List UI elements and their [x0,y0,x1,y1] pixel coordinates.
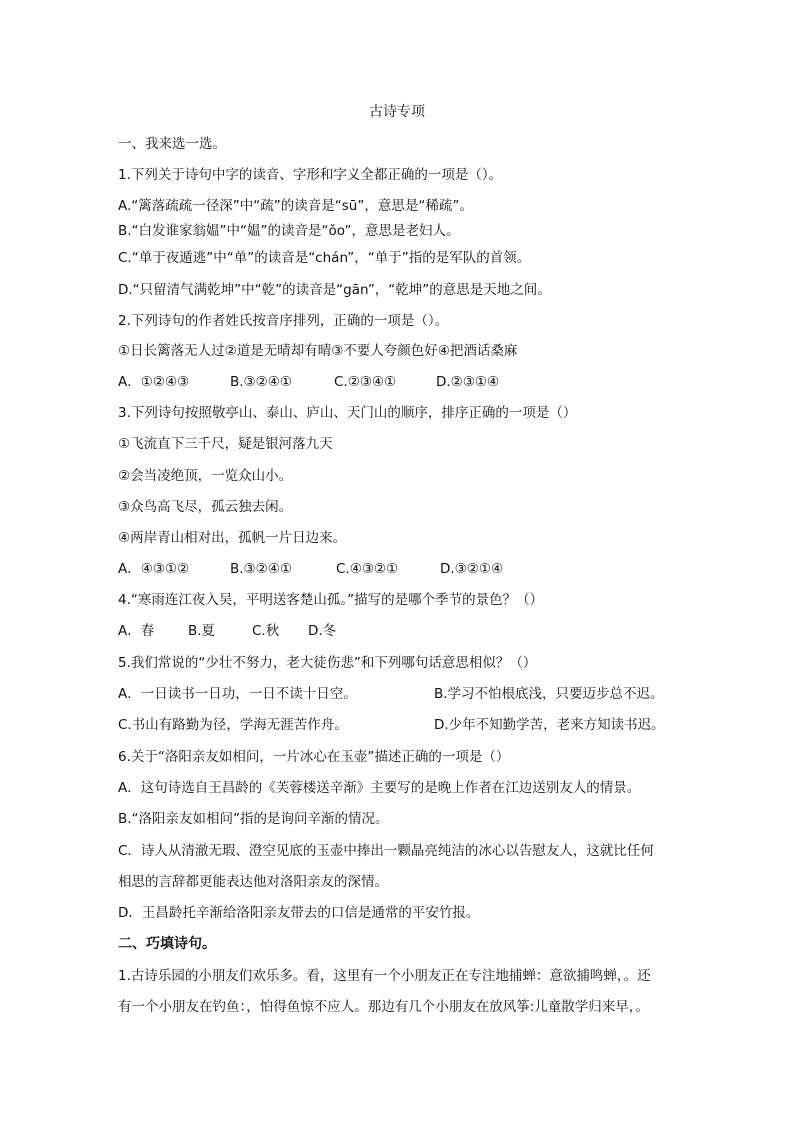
question-6-option-d: D．王昌龄托辛渐给洛阳亲友带去的口信是通常的平安竹报。 [118,905,480,921]
question-2-option-d: D.②③①④ [436,374,500,390]
question-6-option-c-line2: 相思的言辞都更能表达他对洛阳亲友的深情。 [118,874,388,890]
question-3-option-d: D.③②①④ [440,561,504,577]
section-heading-choice: 一、我来选一选。 [118,136,226,152]
question-4-option-d: D.冬 [308,623,337,639]
question-6-stem: 6.关于“洛阳亲友如相问，一片冰心在玉壶”描述正确的一项是（） [118,749,510,765]
question-1-option-c: C.“单于夜遁逃”中“单”的读音是“chán”，“单于”指的是军队的首领。 [118,250,531,266]
question-1-option-d: D.“只留清气满乾坤”中“乾”的读音是“gān”，“乾坤”的意思是天地之间。 [118,282,551,298]
question-3-option-a: A．④③①② [118,561,190,577]
fill-question-1-line2: 有一个小朋友在钓鱼：，怕得鱼惊不应人。那边有几个小朋友在放风筝:儿童散学归来早，。 [118,999,650,1015]
fill-question-1-line1: 1.古诗乐园的小朋友们欢乐多。看，这里有一个小朋友正在专注地捕蝉：意欲捕鸣蝉，。还 [118,968,651,984]
section-heading-fill: 二、巧填诗句。 [118,936,216,952]
question-3-option-c: C.④③②① [336,561,399,577]
question-3-item-4: ④两岸青山相对出，孤帆一片日边来。 [118,530,347,546]
question-3-option-b: B.③②④① [230,561,292,577]
question-1-option-a: A.“篱落疏疏一径深”中“疏”的读音是“sū”，意思是“稀疏”。 [118,198,473,214]
question-6-option-a: A．这句诗选自王昌龄的《芙蓉楼送辛渐》主要写的是晚上作者在江边送别友人的情景。 [118,780,641,796]
question-1-stem: 1.下列关于诗句中字的读音、字形和字义全都正确的一项是（）。 [118,167,503,183]
question-2-stem: 2.下列诗句的作者姓氏按音序排列，正确的一项是（）。 [118,313,449,329]
page-title: 古诗专项 [369,104,425,120]
question-4-option-a: A．春 [118,623,155,639]
question-5-stem: 5.我们常说的“少壮不努力，老大徒伤悲”和下列哪句话意思相似？（） [118,655,537,671]
question-4-option-b: B.夏 [188,623,216,639]
question-3-item-1: ①飞流直下三千尺，疑是银河落九天 [118,436,333,452]
question-4-option-c: C.秋 [252,623,280,639]
question-5-option-a: A．一日读书一日功，一日不读十日空。 [118,686,357,702]
question-1-option-b: B.“白发谁家翁媪”中“媪”的读音是“ǒo”，意思是老妇人。 [118,223,460,239]
question-2-option-c: C.②③④① [334,374,397,390]
question-3-item-2: ②会当凌绝顶，一览众山小。 [118,468,293,484]
question-5-option-d: D.少年不知勤学苦，老来方知读书迟。 [434,717,665,733]
question-3-item-3: ③众鸟高飞尽，孤云独去闲。 [118,499,293,515]
question-6-option-b: B.“洛阳亲友如相问”指的是询问辛渐的情况。 [118,811,389,827]
question-6-option-c-line1: C．诗人从清澈无瑕、澄空见底的玉壶中捧出一颗晶亮纯洁的冰心以告慰友人，这就比任何 [118,843,654,859]
question-2-items: ①日长篱落无人过②道是无晴却有晴③不要人夸颜色好④把酒话桑麻 [118,343,518,359]
question-2-option-b: B.③②④① [230,374,292,390]
question-5-option-b: B.学习不怕根底浅，只要迈步总不迟。 [434,686,664,702]
question-5-option-c: C.书山有路勤为径，学海无涯苦作舟。 [118,717,348,733]
question-2-option-a: A．①②④③ [118,374,190,390]
question-4-stem: 4.“寒雨连江夜入吴，平明送客楚山孤。”描写的是哪个季节的景色？（） [118,592,544,608]
question-3-stem: 3.下列诗句按照敬亭山、泰山、庐山、天门山的顺序，排序正确的一项是（） [118,405,577,421]
